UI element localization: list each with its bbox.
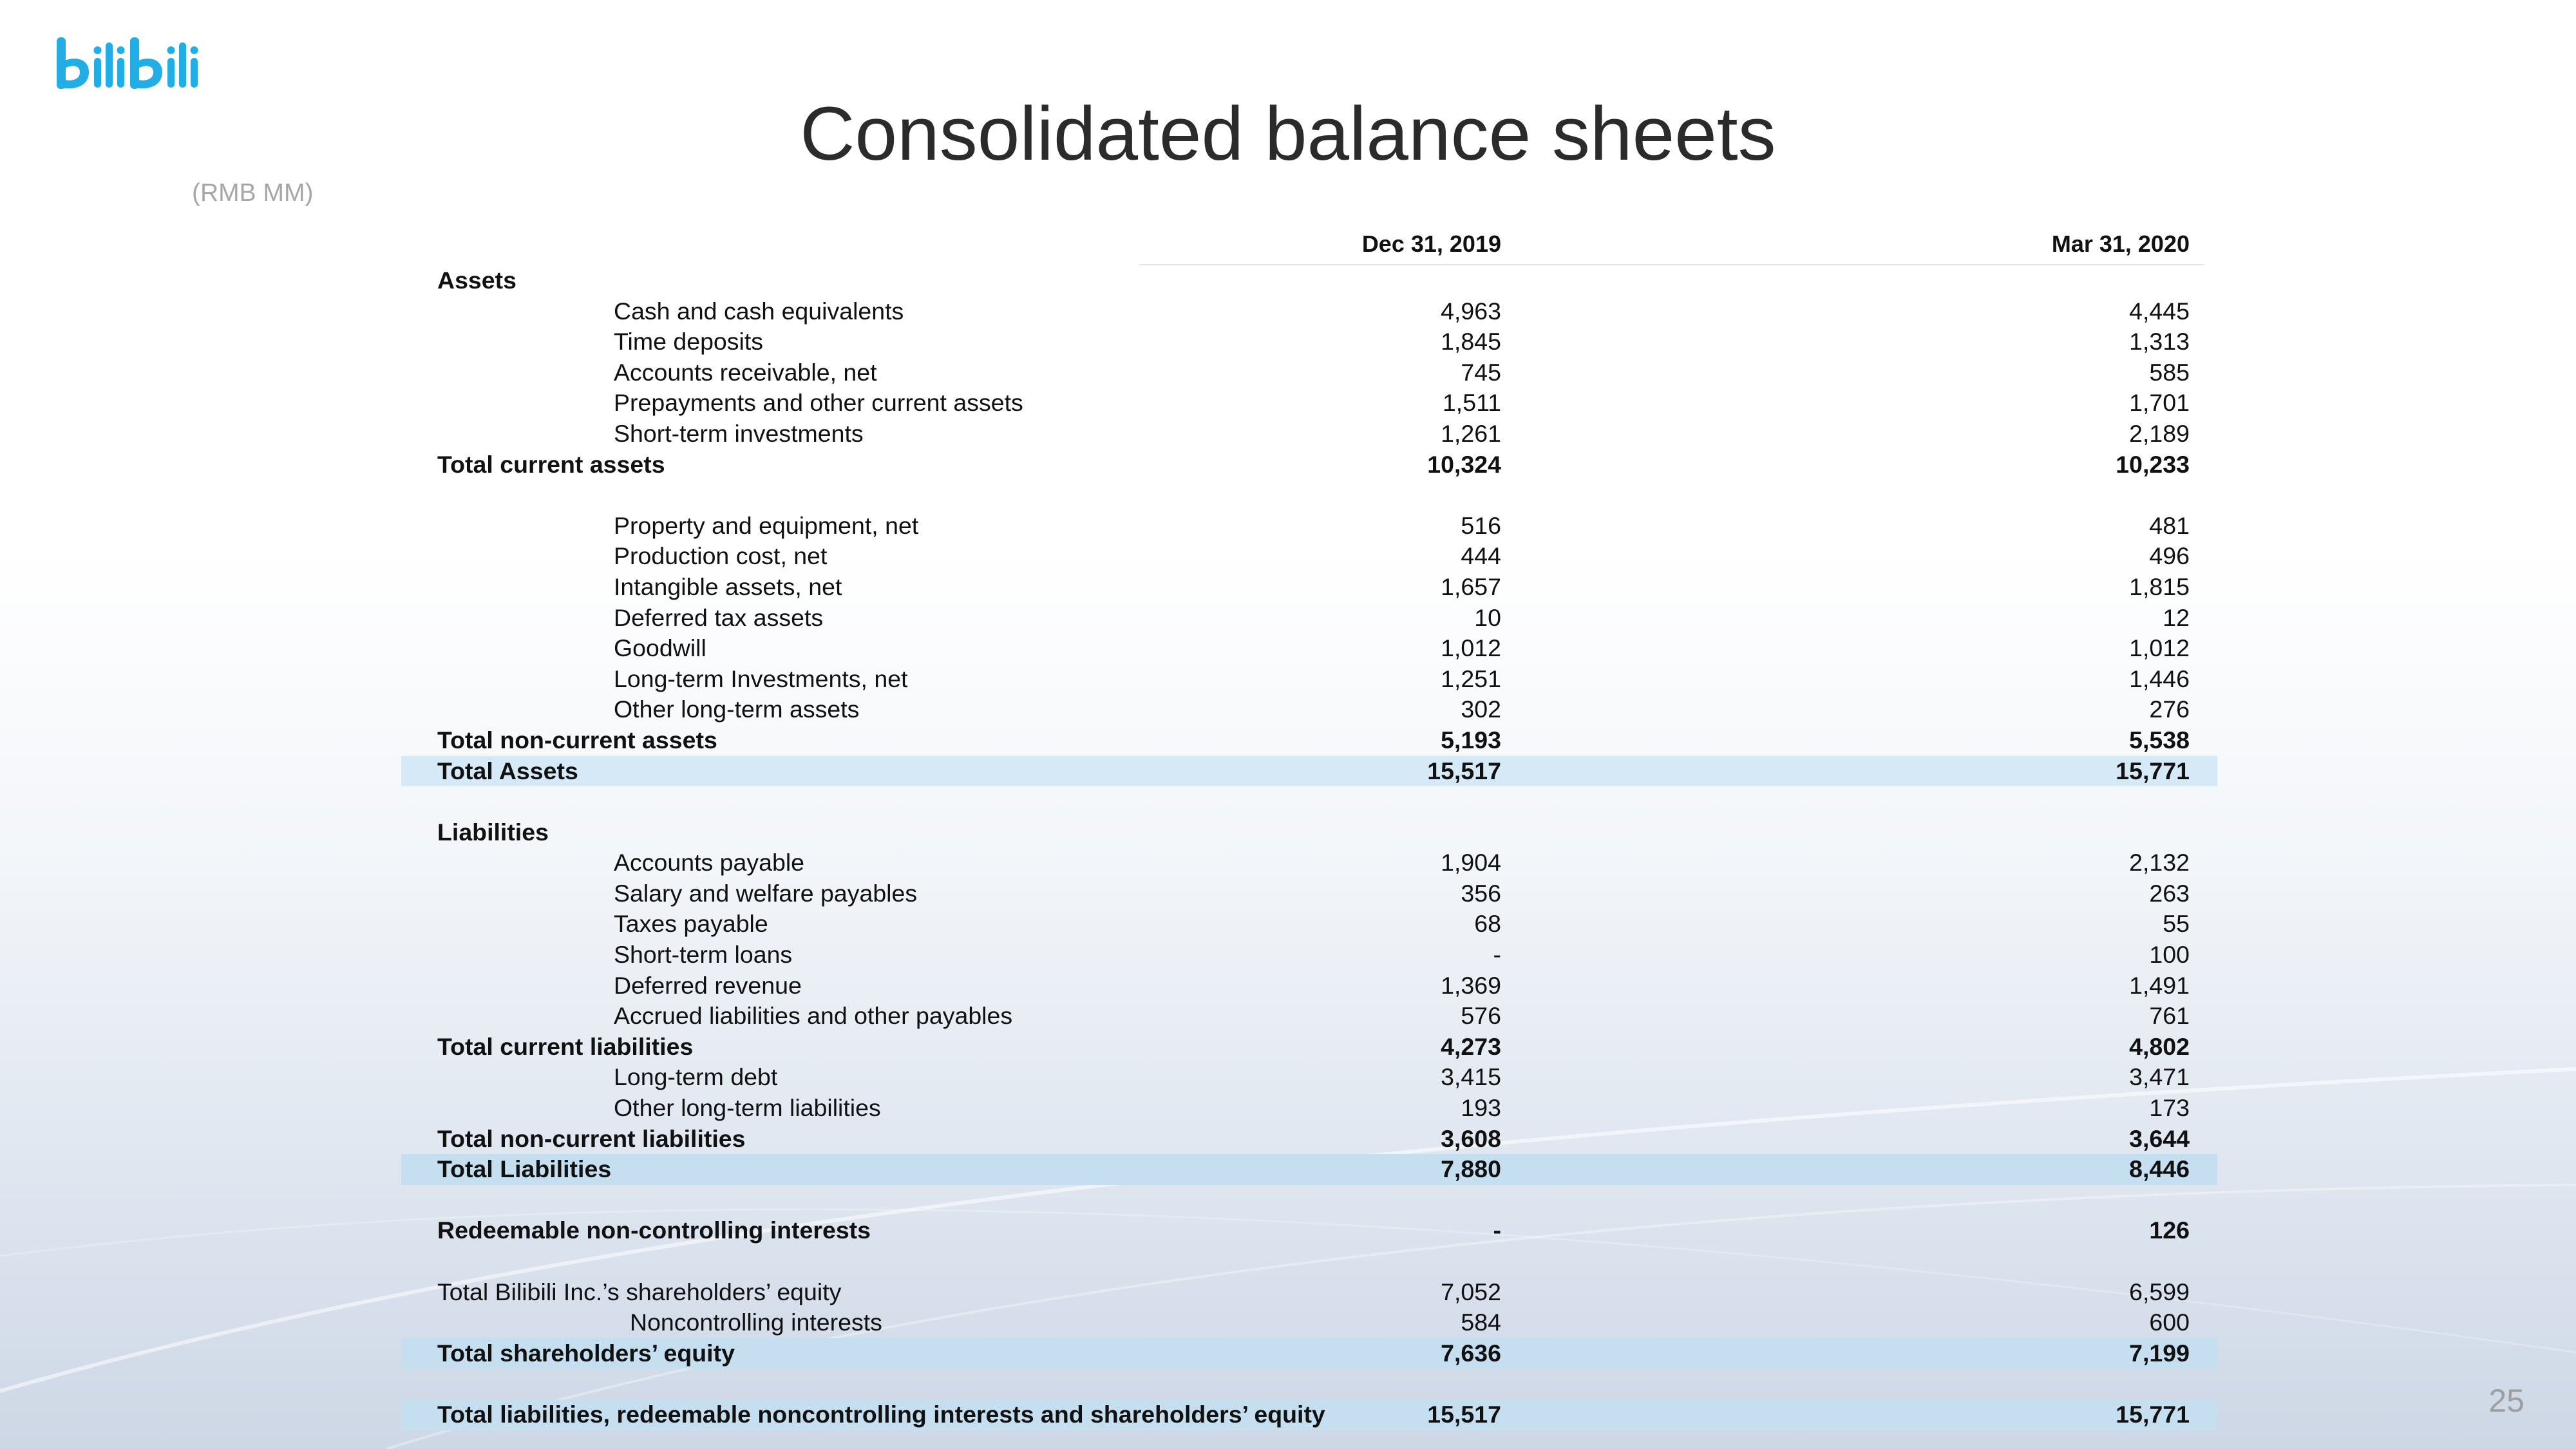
spacer-row (401, 1185, 2217, 1216)
value-mar-2020: 12 (2163, 603, 2190, 631)
value-mar-2020: 15,771 (2116, 757, 2190, 784)
row-label: Other long-term liabilities (614, 1094, 881, 1122)
row-label: Cash and cash equivalents (614, 297, 904, 325)
spacer-row (401, 1246, 2217, 1277)
row-label: Accounts receivable, net (614, 358, 877, 386)
table-body (401, 265, 2217, 1430)
balance-sheet-table (401, 227, 2217, 1430)
total-row (401, 817, 2217, 848)
value-mar-2020: 1,701 (2129, 389, 2190, 417)
row-label: Long-term Investments, net (614, 665, 908, 692)
row-label: Intangible assets, net (614, 573, 842, 600)
value-mar-2020: 1,815 (2129, 573, 2190, 600)
value-dec-2019: 1,369 (1441, 971, 1501, 999)
value-mar-2020: 585 (2149, 358, 2190, 386)
row-label: Total current assets (437, 450, 665, 478)
row-label: Total shareholders’ equity (437, 1339, 735, 1367)
total-row (401, 756, 2217, 787)
value-dec-2019: 4,273 (1441, 1032, 1501, 1060)
row-label: Long-term debt (614, 1063, 778, 1091)
value-dec-2019: 5,193 (1441, 726, 1501, 753)
value-mar-2020: 600 (2149, 1309, 2190, 1336)
value-dec-2019: 1,261 (1441, 419, 1501, 447)
table-row (401, 694, 2217, 725)
row-label: Total non-current assets (437, 726, 717, 753)
value-dec-2019: 10 (1474, 603, 1501, 631)
row-label: Deferred tax assets (614, 603, 824, 631)
table-row (401, 419, 2217, 450)
row-label: Total Liabilities (437, 1155, 612, 1183)
table-row (401, 1001, 2217, 1032)
value-mar-2020: 263 (2149, 879, 2190, 907)
value-mar-2020: 1,012 (2129, 634, 2190, 662)
value-mar-2020: 481 (2149, 511, 2190, 539)
total-row (401, 1338, 2217, 1369)
row-label: Total Assets (437, 757, 578, 784)
row-label: Short-term investments (614, 419, 864, 447)
total-row (401, 1154, 2217, 1185)
total-row (401, 1124, 2217, 1155)
table-row (401, 327, 2217, 357)
table-row (401, 388, 2217, 419)
value-dec-2019: 1,251 (1441, 665, 1501, 692)
row-label: Short-term loans (614, 941, 793, 969)
value-dec-2019: 15,517 (1427, 757, 1501, 784)
row-label: Goodwill (614, 634, 706, 662)
value-mar-2020: 1,446 (2129, 665, 2190, 692)
value-dec-2019: 10,324 (1427, 450, 1501, 478)
table-row (401, 1062, 2217, 1093)
value-mar-2020: 7,199 (2129, 1339, 2190, 1367)
value-mar-2020: 276 (2149, 696, 2190, 723)
table-row (401, 878, 2217, 909)
row-label: Total current liabilities (437, 1032, 694, 1060)
page-number: 25 (2488, 1383, 2524, 1419)
total-row (401, 1399, 2217, 1430)
table-row (401, 572, 2217, 603)
value-mar-2020: 496 (2149, 542, 2190, 570)
value-mar-2020: 100 (2149, 941, 2190, 969)
table-row (401, 357, 2217, 388)
table-row (401, 1093, 2217, 1124)
table-row (401, 971, 2217, 1001)
table-row (401, 633, 2217, 664)
value-mar-2020: 55 (2163, 910, 2190, 938)
table-row (401, 664, 2217, 695)
value-dec-2019: 1,904 (1441, 849, 1501, 876)
total-row (401, 725, 2217, 756)
value-dec-2019: 7,636 (1441, 1339, 1501, 1367)
value-mar-2020: 2,132 (2129, 849, 2190, 876)
value-dec-2019: 356 (1461, 879, 1501, 907)
row-label: Salary and welfare payables (614, 879, 918, 907)
total-row (401, 450, 2217, 480)
total-row (401, 265, 2217, 296)
value-dec-2019: 193 (1461, 1094, 1501, 1122)
spacer-row (401, 480, 2217, 511)
value-dec-2019: - (1493, 941, 1501, 969)
spacer-row (401, 786, 2217, 817)
table-row (401, 940, 2217, 971)
row-label: Assets (437, 267, 516, 294)
value-mar-2020: 4,445 (2129, 297, 2190, 325)
row-label: Redeemable non-controlling interests (437, 1217, 871, 1244)
value-dec-2019: 68 (1474, 910, 1501, 938)
value-dec-2019: 3,608 (1441, 1124, 1501, 1152)
page-title: Consolidated balance sheets (800, 91, 1776, 176)
table-header (401, 227, 2217, 265)
row-label: Time deposits (614, 328, 764, 355)
column-header-mar-2020: Mar 31, 2020 (2051, 231, 2190, 257)
value-dec-2019: 1,012 (1441, 634, 1501, 662)
spacer-row (401, 1368, 2217, 1399)
value-dec-2019: 4,963 (1441, 297, 1501, 325)
value-mar-2020: 173 (2149, 1094, 2190, 1122)
value-mar-2020: 761 (2149, 1002, 2190, 1030)
value-dec-2019: 1,845 (1441, 328, 1501, 355)
value-dec-2019: 745 (1461, 358, 1501, 386)
value-dec-2019: 1,657 (1441, 573, 1501, 600)
row-label: Total non-current liabilities (437, 1124, 746, 1152)
row-label: Production cost, net (614, 542, 828, 570)
table-row (401, 848, 2217, 878)
value-mar-2020: 4,802 (2129, 1032, 2190, 1060)
value-dec-2019: 7,880 (1441, 1155, 1501, 1183)
total-row (401, 1215, 2217, 1246)
total-row (401, 1032, 2217, 1063)
row-label: Accrued liabilities and other payables (614, 1002, 1013, 1030)
value-dec-2019: 1,511 (1442, 389, 1501, 417)
table-row (401, 296, 2217, 327)
row-label: Accounts payable (614, 849, 805, 876)
value-dec-2019: 7,052 (1441, 1278, 1501, 1305)
value-mar-2020: 8,446 (2129, 1155, 2190, 1183)
table-row (401, 511, 2217, 542)
value-dec-2019: 584 (1461, 1309, 1501, 1336)
value-dec-2019: - (1493, 1217, 1501, 1244)
table-row (401, 1277, 2217, 1308)
row-label: Other long-term assets (614, 696, 860, 723)
row-label: Noncontrolling interests (630, 1309, 882, 1336)
value-mar-2020: 3,471 (2129, 1063, 2190, 1091)
value-mar-2020: 1,491 (2129, 971, 2190, 999)
row-label: Prepayments and other current assets (614, 389, 1023, 417)
value-mar-2020: 126 (2149, 1217, 2190, 1244)
value-dec-2019: 516 (1461, 511, 1501, 539)
value-mar-2020: 1,313 (2129, 328, 2190, 355)
table-row (401, 603, 2217, 634)
value-mar-2020: 3,644 (2129, 1124, 2190, 1152)
value-dec-2019: 302 (1461, 696, 1501, 723)
table-row (401, 1307, 2217, 1338)
value-dec-2019: 3,415 (1441, 1063, 1501, 1091)
row-label: Property and equipment, net (614, 511, 919, 539)
value-mar-2020: 10,233 (2116, 450, 2190, 478)
row-label: Taxes payable (614, 910, 768, 938)
value-dec-2019: 576 (1461, 1002, 1501, 1030)
value-mar-2020: 15,771 (2116, 1400, 2190, 1428)
table-row (401, 909, 2217, 940)
value-mar-2020: 6,599 (2129, 1278, 2190, 1305)
unit-label: (RMB MM) (192, 179, 314, 207)
row-label: Liabilities (437, 818, 549, 846)
row-label: Deferred revenue (614, 971, 802, 999)
table-row (401, 541, 2217, 572)
value-mar-2020: 2,189 (2129, 419, 2190, 447)
value-dec-2019: 444 (1461, 542, 1501, 570)
column-header-dec-2019: Dec 31, 2019 (1361, 231, 1501, 257)
value-mar-2020: 5,538 (2129, 726, 2190, 753)
value-dec-2019: 15,517 (1427, 1400, 1501, 1428)
row-label: Total Bilibili Inc.’s shareholders’ equity (437, 1278, 842, 1305)
row-label: Total liabilities, redeemable noncontrolling interests and shareholders’ equity (437, 1400, 1325, 1428)
